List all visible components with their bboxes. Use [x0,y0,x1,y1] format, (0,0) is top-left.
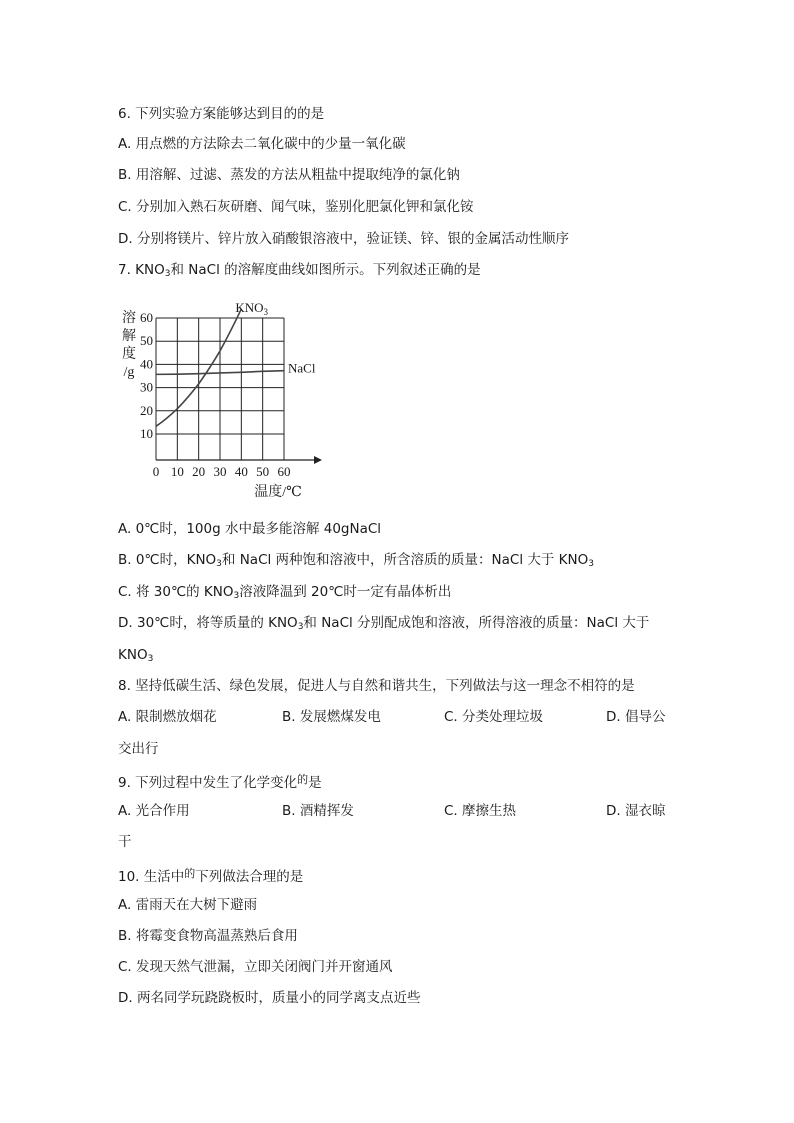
q7-option-b: B. 0℃时，$KNO_3$和 NaCl 两种饱和溶液中，所含溶质的质量：NaCl 大于 $KNO_3$ [118,552,594,569]
y-axis-label: /g [123,365,135,380]
y-tick-label: 30 [140,379,153,395]
chart-axes [156,456,322,464]
q10-option-b: B. 将霉变食物高温蒸熟后食用 [118,928,298,944]
q9-stem: 9. 下列过程中发生了化学变化$^的$是 [118,773,322,791]
q7-option-d: D. 30℃时，将等质量的 $KNO_3$和 NaCl 分别配成饱和溶液，所得溶液的质量：NaCl 大于 [118,615,650,632]
y-axis-label: 溶 [122,311,136,326]
q6-option-b: B. 用溶解、过滤、蒸发的方法从粗盐中提取纯净的氯化钠 [118,167,460,183]
y-tick-label: 10 [140,426,153,441]
chart-grid [156,318,284,460]
x-tick-label: 60 [277,464,291,479]
q10-option-a: A. 雷雨天在大树下避雨 [118,897,258,913]
y-tick-label: 50 [140,333,153,349]
solubility-chart [118,300,338,505]
x-tick-label: 30 [213,464,227,479]
q7-stem: 7. $KNO_3$和 NaCl 的溶解度曲线如图所示。下列叙述正确的是 [118,262,481,279]
x-tick-label: 50 [256,464,270,479]
q8-option-d: D. 倡导公 [606,709,666,725]
q8-option-a: A. 限制燃放烟花 [118,709,217,725]
y-tick-label: 40 [140,356,153,372]
q6-option-d: D. 分别将镁片、锌片放入硝酸银溶液中，验证镁、锌、银的金属活动性顺序 [118,231,569,247]
x-tick-label: 0 [152,464,160,479]
series-label-kno3: $KNO_3$ [235,300,269,317]
q7-option-c: C. 将 30℃的 $KNO_3$溶液降温到 20℃时一定有晶体析出 [118,584,452,601]
chart-labels [122,300,316,500]
q8-option-c: C. 分类处理垃圾 [444,709,544,725]
y-tick-label: 60 [140,310,153,325]
q10-option-c: C. 发现天然气泄漏，立即关闭阀门并开窗通风 [118,959,393,975]
q9-option-b: B. 酒精挥发 [282,803,354,819]
x-axis-label: 温度/℃ [254,485,302,500]
series-label-nacl: NaCl [288,360,316,376]
x-tick-label: 20 [192,464,206,479]
q6-stem: 6. 下列实验方案能够达到目的的是 [118,106,325,122]
q8-stem: 8. 坚持低碳生活、绿色发展，促进人与自然和谐共生，下列做法与这一理念不相符的是 [118,678,635,694]
q6-option-c: C. 分别加入熟石灰研磨、闻气味，鉴别化肥氯化钾和氯化铵 [118,199,474,215]
q10-option-d: D. 两名同学玩跷跷板时，质量小的同学离支点近些 [118,990,421,1006]
x-tick-label: 10 [170,464,184,479]
x-tick-label: 40 [234,464,248,479]
y-tick-label: 20 [140,402,153,418]
q9-option-d: D. 湿衣晾 [606,803,666,819]
q8-option-b: B. 发展燃煤发电 [282,709,381,725]
y-axis-label: 度 [122,347,136,362]
q7-option-d-continued: $KNO_3$ [118,647,154,664]
y-axis-label: 解 [122,329,136,344]
q10-stem: 10. 生活中$^的$下列做法合理的是 [118,867,304,885]
q9-option-a: A. 光合作用 [118,803,190,819]
q7-option-a: A. 0℃时，100g 水中最多能溶解 40gNaCl [118,521,382,537]
q9-option-c: C. 摩擦生热 [444,803,517,819]
q6-option-a: A. 用点燃的方法除去二氧化碳中的少量一氧化碳 [118,136,406,152]
x-axis-arrow [314,456,322,464]
q8-option-d-continued: 交出行 [118,741,159,757]
q9-option-d-continued: 干 [118,834,132,850]
